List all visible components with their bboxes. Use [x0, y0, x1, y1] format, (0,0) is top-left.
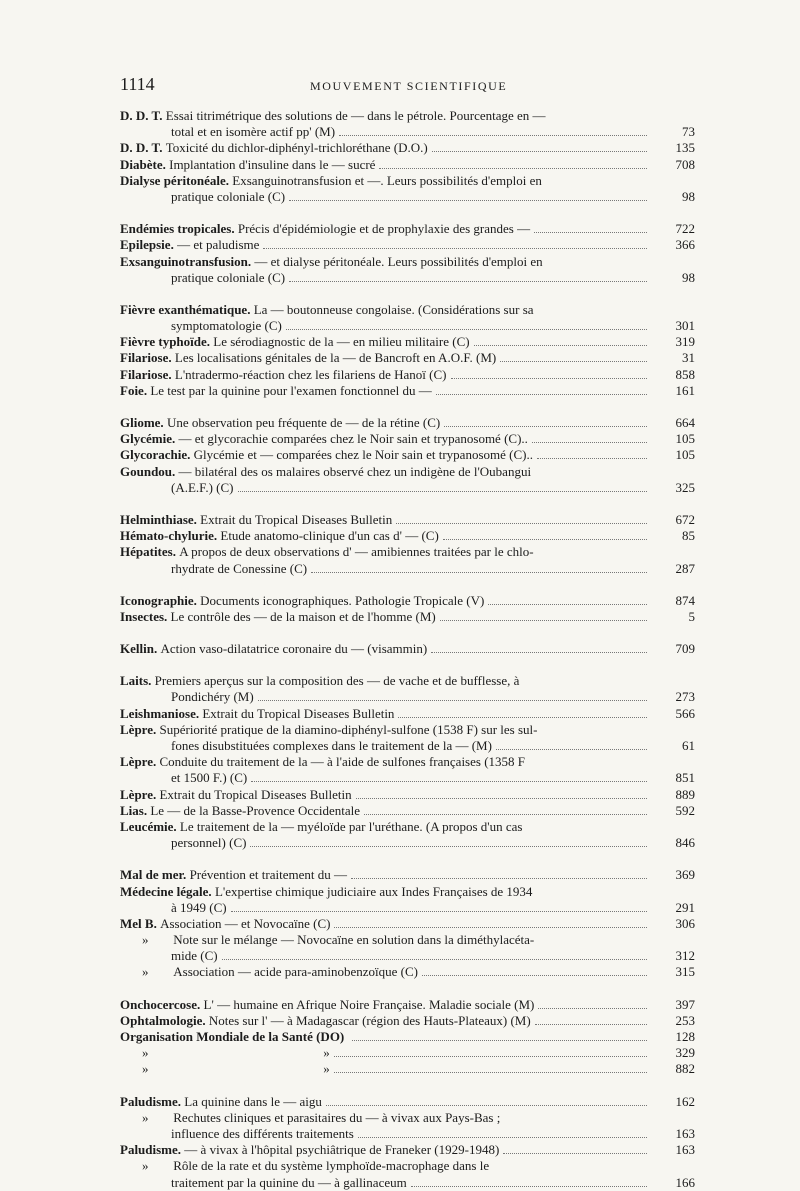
entry-page-number: 61 [682, 738, 695, 753]
group-gap [120, 851, 695, 867]
entry-continuation [120, 124, 650, 140]
entry-text: Les localisations génitales de la — de Bancroft en A.O.F. (M) [174, 350, 497, 366]
entry-text: pratique coloniale (C) [171, 188, 286, 204]
entry-line [120, 512, 650, 528]
entry-keyword: Filariose. [120, 350, 172, 366]
index-entry [120, 1013, 695, 1029]
entry-page-number: 312 [675, 948, 695, 964]
entry-line [120, 108, 650, 124]
index-entry [120, 350, 695, 366]
entry-text: L' — humaine en Afrique Noire Française. Maladie sociale (M) [203, 996, 535, 1012]
index-entry [120, 932, 695, 964]
entry-line [120, 706, 650, 722]
dot-leader [263, 248, 647, 249]
entry-text: traitement par la quinine du — à gallinaceum [171, 1174, 407, 1190]
entry-page-number: 5 [688, 608, 695, 624]
dot-leader [411, 1186, 647, 1187]
dot-leader [440, 620, 647, 621]
dot-leader [289, 200, 647, 201]
index-entry [120, 544, 695, 576]
entry-page-number: 73 [682, 124, 695, 140]
entry-text: Une observation peu fréquente de — de la rétine (C) [166, 415, 441, 430]
entry-keyword: Lias. [120, 802, 148, 818]
entry-line [120, 1142, 650, 1158]
entry-page-number: 851 [675, 770, 695, 786]
entry-page-number: 592 [675, 802, 695, 818]
entry-keyword: Kellin. [120, 641, 158, 657]
index-entry [120, 334, 695, 350]
entry-continuation [120, 835, 650, 851]
entry-line [120, 609, 650, 625]
entry-keyword: Fièvre exanthématique. [120, 301, 251, 317]
entry-text: Glycémie et — comparées chez le Noir sain et trypanosomé (C).. [193, 447, 533, 463]
dot-leader [451, 378, 647, 379]
entry-continuation [120, 189, 650, 205]
entry-keyword: Médecine légale. [120, 883, 212, 899]
entry-keyword: Paludisme. [120, 1093, 182, 1109]
entry-line [120, 884, 650, 900]
index-entry [120, 997, 695, 1013]
entry-text: Toxicité du dichlor-diphényl-trichloréthane (D.O.) [165, 140, 428, 156]
entry-text: » [323, 1045, 330, 1061]
index-entry [120, 593, 695, 609]
entry-page-number: 291 [675, 899, 695, 915]
entry-keyword: Exsanguinotransfusion. [120, 253, 252, 269]
entry-line [120, 673, 650, 689]
entry-keyword: Laits. [120, 673, 152, 689]
index-entry [120, 1061, 695, 1077]
entry-keyword: Leishmaniose. [120, 705, 200, 721]
dot-leader [250, 846, 647, 847]
index-entry [120, 512, 695, 528]
entry-line [120, 754, 650, 770]
group-gap [120, 205, 695, 221]
entry-keyword: Epilepsie. [120, 237, 174, 253]
entry-line [120, 431, 650, 447]
dot-leader [534, 232, 647, 233]
entry-page-number: 128 [675, 1029, 695, 1044]
entry-text: Le sérodiagnostic de la — en milieu militaire (C) [213, 334, 470, 350]
entry-line [120, 932, 650, 948]
entry-text: Notes sur l' — à Madagascar (région des Hauts-Plateaux) (M) [208, 1012, 531, 1028]
dot-leader [286, 329, 647, 330]
index-entry [120, 641, 695, 657]
entry-text: (A.E.F.) (C) [171, 479, 234, 495]
entry-text: L'expertise chimique judiciaire aux Indes Françaises de 1934 [214, 883, 533, 899]
entry-page-number: 273 [675, 689, 695, 705]
index-entry [120, 1029, 695, 1045]
entry-keyword: » [142, 1158, 149, 1174]
entry-line [120, 997, 650, 1013]
index-entry [120, 706, 695, 722]
entry-line [120, 593, 650, 609]
entry-line [120, 383, 650, 399]
index-entry [120, 447, 695, 463]
group-gap [120, 577, 695, 593]
entry-text: Extrait du Tropical Diseases Bulletin [202, 705, 395, 721]
dot-leader [231, 911, 647, 912]
dot-leader [334, 927, 647, 928]
entry-line [120, 803, 650, 819]
entry-text: Documents iconographiques. Pathologie Tropicale (V) [200, 592, 485, 608]
entry-line [120, 221, 650, 237]
index-entry [120, 254, 695, 286]
entry-line [120, 157, 650, 173]
index-entry [120, 964, 695, 980]
entry-page-number: 672 [675, 511, 695, 527]
entry-text: La quinine dans le — aigu [184, 1093, 322, 1109]
dot-leader [289, 281, 647, 282]
entry-line [120, 867, 650, 883]
entry-keyword: Fièvre typhoïde. [120, 334, 211, 350]
index-entry [120, 157, 695, 173]
entry-keyword: » [142, 1109, 149, 1125]
entry-text: Rôle de la rate et du système lymphoïde-macrophage dans le [173, 1158, 490, 1174]
dot-leader [356, 798, 647, 799]
index-entry [120, 237, 695, 253]
dot-leader [364, 814, 647, 815]
entry-page-number: 858 [675, 366, 695, 382]
entry-line [120, 528, 650, 544]
entry-keyword: » [142, 964, 149, 980]
entry-text: Implantation d'insuline dans le — sucré [169, 156, 376, 172]
entry-text: Conduite du traitement de la — à l'aide de sulfones françaises (1358 F [159, 754, 526, 770]
index-entry [120, 108, 695, 140]
entry-line [120, 415, 650, 431]
entry-continuation [120, 1126, 650, 1142]
dot-leader [431, 652, 647, 653]
entry-page-number: 366 [675, 237, 695, 253]
index-entry [120, 673, 695, 705]
entry-keyword: Iconographie. [120, 592, 197, 608]
entry-line [120, 964, 650, 980]
entry-page-number: 369 [675, 867, 695, 883]
entry-continuation [120, 480, 650, 496]
entry-text: L'ntradermo-réaction chez les filariens de Hanoï (C) [174, 366, 447, 382]
entry-text: Rechutes cliniques et parasitaires du — à vivax aux Pays-Bas ; [173, 1109, 501, 1125]
dot-leader [496, 749, 647, 750]
entry-line [120, 916, 650, 932]
entry-page-number: 329 [675, 1045, 695, 1061]
entry-line [120, 302, 650, 318]
group-gap [120, 496, 695, 512]
index-entry [120, 787, 695, 803]
dot-leader [436, 394, 647, 395]
entry-keyword: Filariose. [120, 366, 172, 382]
entry-keyword: Hémato-chylurie. [120, 528, 218, 544]
entry-line [120, 350, 650, 366]
entry-text: pratique coloniale (C) [171, 269, 286, 285]
entry-text: Le contrôle des — de la maison et de l'homme (M) [170, 608, 436, 624]
entry-keyword: D. D. T. [120, 108, 163, 123]
entry-page-number: 664 [675, 415, 695, 430]
index-entry [120, 1110, 695, 1142]
entry-page-number: 882 [675, 1061, 695, 1077]
entry-line [120, 1061, 650, 1077]
entry-continuation [120, 1175, 650, 1191]
entry-text: Le traitement de la — myéloïde par l'uréthane. (A propos d'un cas [179, 818, 523, 834]
entry-page-number: 161 [675, 382, 695, 398]
dot-leader [258, 700, 647, 701]
index-entry [120, 464, 695, 496]
entry-text: — et glycorachie comparées chez le Noir sain et trypanosomé (C).. [178, 431, 528, 447]
dot-leader [311, 572, 647, 573]
entry-page-number: 846 [675, 835, 695, 851]
dot-leader [379, 168, 647, 169]
entry-keyword: Foie. [120, 382, 148, 398]
entry-page-number: 85 [682, 528, 695, 544]
dot-leader [537, 458, 647, 459]
entry-page-number: 98 [682, 269, 695, 285]
entry-line [120, 464, 650, 480]
entry-keyword: Hépatites. [120, 544, 176, 560]
dot-leader [222, 959, 647, 960]
entry-text: Le test par la quinine pour l'examen fonctionnel du — [150, 382, 432, 398]
dot-leader [432, 151, 647, 152]
dot-leader [238, 491, 647, 492]
entry-line [120, 254, 650, 270]
dot-leader [358, 1137, 647, 1138]
entry-line [120, 1029, 650, 1045]
index-entry [120, 302, 695, 334]
dot-leader [326, 1105, 647, 1106]
entry-text: Pondichéry (M) [171, 689, 254, 705]
dot-leader [422, 975, 647, 976]
group-gap [120, 286, 695, 302]
index-entry [120, 819, 695, 851]
entry-page-number: 708 [675, 156, 695, 172]
entry-keyword: Paludisme. [120, 1142, 182, 1158]
entry-keyword: » [142, 1061, 149, 1077]
entry-text: Action vaso-dilatatrice coronaire du — (visammin) [160, 641, 428, 657]
entry-page-number: 163 [675, 1142, 695, 1158]
index-entry [120, 383, 695, 399]
entry-keyword: Helminthiase. [120, 511, 197, 527]
group-gap [120, 1078, 695, 1094]
entry-page-number: 105 [675, 447, 695, 463]
index-entry [120, 1045, 695, 1061]
index-entry [120, 884, 695, 916]
entry-line [120, 1045, 650, 1061]
index-entry [120, 1142, 695, 1158]
page-number: 1114 [120, 74, 155, 94]
group-gap [120, 981, 695, 997]
entry-page-number: 397 [675, 996, 695, 1012]
index-entry [120, 722, 695, 754]
entry-keyword: Glycémie. [120, 431, 176, 447]
dot-leader [535, 1024, 647, 1025]
entry-continuation [120, 689, 650, 705]
entry-line [120, 641, 650, 657]
index-entry [120, 1094, 695, 1110]
entry-keyword: Organisation Mondiale de la Santé (DO) [120, 1029, 345, 1044]
entry-text: Exsanguinotransfusion et —. Leurs possibilités d'emploi en [232, 172, 542, 188]
entry-text: Etude anatomo-clinique d'un cas d' — (C) [220, 528, 439, 544]
entry-keyword: Leucémie. [120, 818, 177, 834]
entry-text: Le — de la Basse-Provence Occidentale [150, 802, 361, 818]
entry-keyword: Insectes. [120, 608, 168, 624]
entry-page-number: 306 [675, 915, 695, 931]
entry-line [120, 1094, 650, 1110]
entry-line [120, 1158, 650, 1174]
dot-leader [334, 1056, 647, 1057]
entry-continuation [120, 270, 650, 286]
index-entry [120, 609, 695, 625]
dot-leader [474, 345, 647, 346]
entry-line [120, 140, 650, 156]
entry-page-number: 135 [675, 140, 695, 156]
index-entry [120, 221, 695, 237]
entry-continuation [120, 561, 650, 577]
dot-leader [396, 523, 647, 524]
entry-line [120, 237, 650, 253]
entry-text: Association — acide para-aminobenzoïque (C) [173, 964, 418, 980]
entry-keyword: » [142, 932, 149, 948]
dot-leader [538, 1008, 647, 1009]
dot-leader [251, 781, 647, 782]
group-gap [120, 399, 695, 415]
entry-page-number: 162 [675, 1093, 695, 1109]
entry-page-number: 166 [675, 1174, 695, 1190]
index-entry [120, 173, 695, 205]
dot-leader [334, 1072, 647, 1073]
entry-text: symptomatologie (C) [171, 318, 282, 334]
entry-line [120, 447, 650, 463]
entry-keyword: Goundou. [120, 463, 176, 479]
entry-text: — bilatéral des os malaires observé chez un indigène de l'Oubangui [178, 463, 532, 479]
entry-text: — et dialyse péritonéale. Leurs possibilités d'emploi en [254, 253, 543, 269]
entry-page-number: 301 [675, 318, 695, 334]
entry-text: Note sur le mélange — Novocaïne en solution dans la diméthylacéta- [173, 932, 535, 948]
entry-line [120, 722, 650, 738]
entry-line [120, 173, 650, 189]
entry-text: » [323, 1061, 330, 1077]
entry-keyword: Lèpre. [120, 786, 157, 802]
dot-leader [351, 878, 647, 879]
entry-keyword: Dialyse péritonéale. [120, 172, 230, 188]
entry-text: Extrait du Tropical Diseases Bulletin [159, 786, 352, 802]
entry-continuation [120, 318, 650, 334]
dot-leader [352, 1040, 647, 1041]
entry-text: La — boutonneuse congolaise. (Considérations sur sa [253, 301, 534, 317]
entry-text: — et paludisme [177, 237, 260, 253]
index-entry [120, 867, 695, 883]
entry-line [120, 1013, 650, 1029]
dot-leader [398, 717, 647, 718]
entry-keyword: Lèpre. [120, 721, 157, 737]
entry-page-number: 31 [682, 350, 695, 366]
dot-leader [503, 1153, 647, 1154]
entry-page-number: 315 [675, 964, 695, 980]
entry-page-number: 163 [675, 1125, 695, 1141]
entry-keyword: Gliome. [120, 415, 164, 430]
entry-line [120, 1110, 650, 1126]
entry-text: Premiers aperçus sur la composition des — de vache et de bufflesse, à [154, 673, 520, 689]
dot-leader [500, 361, 647, 362]
entry-page-number: 889 [675, 786, 695, 802]
entry-text: Extrait du Tropical Diseases Bulletin [200, 511, 393, 527]
dot-leader [444, 426, 647, 427]
entry-text: rhydrate de Conessine (C) [171, 560, 308, 576]
entry-keyword: D. D. T. [120, 140, 163, 156]
entry-continuation [120, 770, 650, 786]
entry-line [120, 787, 650, 803]
subject-index [120, 108, 695, 1191]
index-entry [120, 916, 695, 932]
entry-text: Supériorité pratique de la diamino-diphényl-sulfone (1538 F) sur les sul- [159, 721, 538, 737]
index-entry [120, 528, 695, 544]
group-gap [120, 657, 695, 673]
index-entry [120, 754, 695, 786]
dot-leader [339, 135, 647, 136]
entry-keyword: Onchocercose. [120, 996, 201, 1012]
entry-line [120, 544, 650, 560]
entry-text: Prévention et traitement du — [189, 867, 347, 883]
group-gap [120, 625, 695, 641]
entry-keyword: Mal de mer. [120, 867, 187, 883]
entry-page-number: 98 [682, 188, 695, 204]
index-entry [120, 140, 695, 156]
entry-text: A propos de deux observations d' — amibiennes traitées par le chlo- [179, 544, 534, 560]
index-entry [120, 415, 695, 431]
entry-continuation [120, 948, 650, 964]
running-title: MOUVEMENT SCIENTIFIQUE [310, 79, 508, 93]
entry-text: mide (C) [171, 948, 218, 964]
entry-line [120, 819, 650, 835]
entry-text: et 1500 F.) (C) [171, 770, 248, 786]
entry-page-number: 105 [675, 431, 695, 447]
entry-keyword: » [142, 1045, 149, 1061]
entry-text: total et en isomère actif pp' (M) [171, 124, 336, 140]
entry-continuation [120, 738, 650, 754]
entry-page-number: 566 [675, 705, 695, 721]
dot-leader [488, 604, 647, 605]
entry-text: fones disubstituées complexes dans le traitement de la — (M) [171, 738, 492, 753]
index-entry [120, 803, 695, 819]
dot-leader [443, 539, 647, 540]
entry-text: — à vivax à l'hôpital psychiâtrique de Franeker (1929-1948) [184, 1142, 500, 1158]
entry-keyword: Mel B. [120, 915, 157, 931]
entry-keyword: Lèpre. [120, 754, 157, 770]
entry-text: Précis d'épidémiologie et de prophylaxie des grandes — [237, 221, 531, 237]
entry-page-number: 319 [675, 334, 695, 350]
entry-keyword: Diabète. [120, 156, 166, 172]
entry-page-number: 325 [675, 479, 695, 495]
entry-text: influence des différents traitements [171, 1125, 354, 1141]
entry-page-number: 722 [675, 221, 695, 237]
entry-page-number: 874 [675, 592, 695, 608]
entry-page-number: 287 [675, 560, 695, 576]
entry-keyword: Glycorachie. [120, 447, 191, 463]
entry-keyword: Ophtalmologie. [120, 1012, 206, 1028]
entry-line [120, 367, 650, 383]
index-entry [120, 1158, 695, 1190]
entry-page-number: 709 [675, 641, 695, 657]
entry-text: Essai titrimétrique des solutions de — dans le pétrole. Pourcentage en — [165, 108, 546, 123]
entry-keyword: Endémies tropicales. [120, 221, 235, 237]
entry-text: Association — et Novocaïne (C) [160, 915, 331, 931]
index-entry [120, 367, 695, 383]
index-entry [120, 431, 695, 447]
entry-continuation [120, 900, 650, 916]
entry-text: personnel) (C) [171, 835, 247, 851]
entry-text: à 1949 (C) [171, 899, 227, 915]
entry-line [120, 334, 650, 350]
dot-leader [532, 442, 647, 443]
entry-page-number: 253 [675, 1012, 695, 1028]
